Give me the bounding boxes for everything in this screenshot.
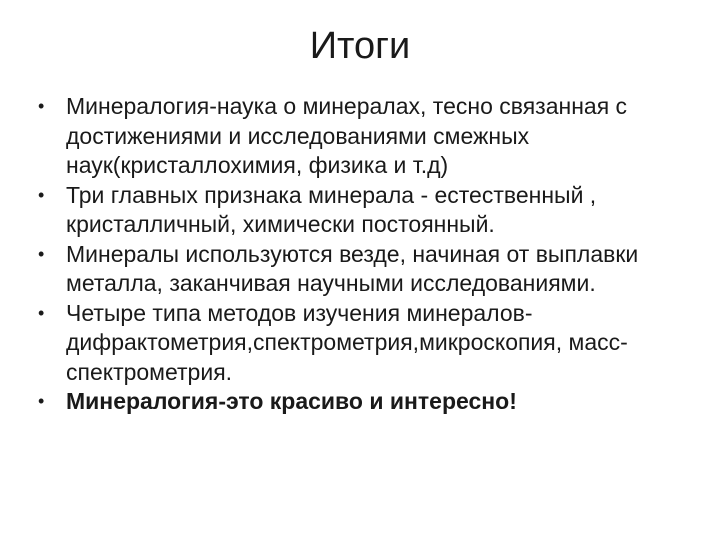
bullet-text: Минералы используются везде, начиная от выплавки металла, заканчивая научными исследованиями. <box>66 240 639 296</box>
bullet-item <box>36 92 686 181</box>
bullet-icon: • <box>38 391 45 411</box>
bullet-list <box>36 92 686 417</box>
bullet-text: Четыре типа методов изучения минералов-дифрактометрия,спектрометрия,микроскопия, масс-спектрометрия. <box>66 299 628 385</box>
bullet-icon: • <box>38 302 45 323</box>
bullet-item <box>36 181 686 240</box>
bullet-icon: • <box>38 184 45 205</box>
bullet-text: Минералогия-наука о минералах, тесно связанная с достижениями и исследованиями смежных наук(кристаллохимия, физика и т.д) <box>66 93 628 178</box>
slide-title: Итоги <box>309 25 411 67</box>
bullet-item <box>36 387 686 417</box>
bullet-icon: • <box>38 243 45 264</box>
bullet-icon: • <box>38 96 45 116</box>
bullet-item <box>36 299 686 388</box>
bullet-text: Три главных признака минерала - естественный , кристалличный, химически постоянный. <box>66 181 597 237</box>
bullet-item <box>36 240 686 299</box>
bullet-text: Минералогия-это красиво и интересно! <box>66 388 517 414</box>
